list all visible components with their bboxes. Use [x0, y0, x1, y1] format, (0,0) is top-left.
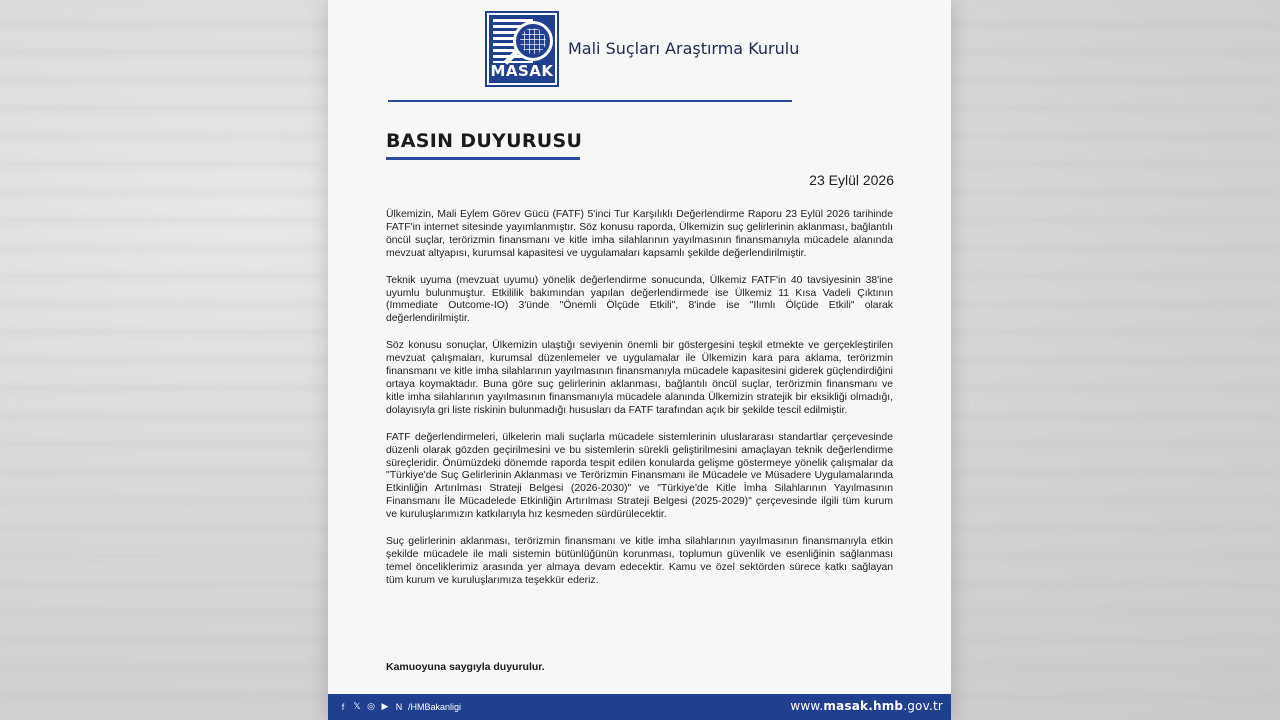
page-title: BASIN DUYURUSU — [386, 130, 583, 152]
document-body — [386, 209, 893, 602]
facebook-icon[interactable]: f — [341, 701, 345, 712]
social-links — [338, 701, 461, 712]
youtube-icon[interactable]: ▶ — [381, 701, 389, 711]
masak-logo — [485, 11, 559, 87]
header-divider — [388, 100, 792, 102]
x-icon[interactable]: 𝕏 — [353, 701, 361, 711]
paragraph: FATF değerlendirmeleri, ülkelerin mali suçlarla mücadele sistemlerinin uluslararası standartlar çerçevesinde düzenli olarak gözden geçirilmesini ve bu sistemlerin sürekli geliştirilmesini amaçlayan teknik değerlendirme süreçleridir. Önümüzdeki dönemde raporda tespit edilen konularda gelişme göstermeye yönelik çalışmalar da "Türkiye'de Suç Gelirlerinin Aklanması ve Terörizmin Finansmanı ile Mücadele ve Müsadere Uygulamalarında Etkinliğin Artırılması Strateji Belgesi (2026-2030)" ve "Türkiye'de Kitle İmha Silahlarının Yayılmasının Finansmanı İle Mücadelede Etkinliğin Artırılması Strateji Belgesi (2025-2029)" çerçevesinde ilgili tüm kurum ve kuruluşlarımızın katkılarıyla hız kesmeden sürdürülecektir. — [386, 431, 893, 521]
nsosyal-icon[interactable]: N — [395, 701, 403, 712]
paragraph: Ülkemizin, Mali Eylem Görev Gücü (FATF) 5'inci Tur Karşılıklı Değerlendirme Raporu 23 Eylül 2026 tarihinde FATF'in internet sitesinde yayımlanmıştır. Söz konusu raporda, Ülkemizin suç gelirlerinin aklanması, bağlantılı öncül suçlar, terörizmin finansmanı ve kitle imha silahlarının yayılmasının finansmanıyla mücadele alanında mevzuat altyapısı, kurumsal kapasitesi ve uygulamaları kapsamlı şekilde değerlendirilmiştir. — [386, 209, 893, 259]
background-blur-right — [952, 0, 1280, 720]
title-underline — [386, 157, 580, 160]
document-date: 23 Eylül 2026 — [809, 172, 894, 188]
paragraph: Söz konusu sonuçlar, Ülkemizin ulaştığı seviyenin önemli bir göstergesini teşkil etmekte ve gerçekleştirilen mevzuat çalışmaları, kurumsal düzenlemeler ve uygulamalar ile Ülkemizin kara para aklama, terörizmin finansmanı ve kitle imha silahlarının yayılmasının finansmanıyla mücadele kapasitesini giderek güçlendirdiğini ortaya koymaktadır. Buna göre suç gelirlerinin aklanması, bağlantılı öncül suçlar, terörizmin finansmanı ve kitle imha silahlarının yayılmasının finansmanıyla mücadele alanında Ülkemizin stratejik bir eksikliği olmadığı, dolayısıyla gri liste riskinin bulunmadığı hususları da FATF tarafından açık bir şekilde tescil edilmiştir. — [386, 340, 893, 416]
social-handle[interactable]: /HMBakanligi — [408, 701, 462, 712]
paragraph: Suç gelirlerinin aklanması, terörizmin finansmanı ve kitle imha silahlarının yayılmasının finansmanıyla etkin şekilde mücadele ile mali sistemin bütünlüğünün korunması, toplumun güvenlik ve esenliğinin sağlanması temel önceliklerimiz arasında yer almaya devam edecektir. Kamu ve özel sektörden sürece katkı sağlayan tüm kurum ve kuruluşlarımıza teşekkür ederiz. — [386, 536, 893, 586]
closing-line: Kamuoyuna saygıyla duyurulur. — [386, 661, 545, 673]
site-suffix: .gov.tr — [903, 699, 943, 713]
background-blur-left — [0, 0, 328, 720]
footer-bar — [328, 694, 951, 720]
site-prefix: www. — [790, 699, 824, 713]
instagram-icon[interactable]: ◎ — [367, 701, 375, 711]
website-link[interactable] — [790, 699, 943, 713]
organization-name: Mali Suçları Araştırma Kurulu — [568, 39, 800, 58]
site-domain: masak.hmb — [823, 699, 904, 713]
press-release-document — [328, 0, 951, 720]
globe-icon — [513, 21, 553, 61]
paragraph: Teknik uyuma (mevzuat uyumu) yönelik değerlendirme sonucunda, Ülkemiz FATF'in 40 tavsiyesinin 38'ine uyumlu bulunmuştur. Etkililik bakımından yapılan değerlendirmede ise Ülkemiz 11 Kısa Vadeli Çıktının (Immediate Outcome-IO) 3'ünde "Önemli Ölçüde Etkili", 8'inde ise "Ilımlı Ölçüde Etkili" olarak değerlendirilmiştir. — [386, 274, 893, 325]
logo-text: MASAK — [490, 62, 554, 80]
